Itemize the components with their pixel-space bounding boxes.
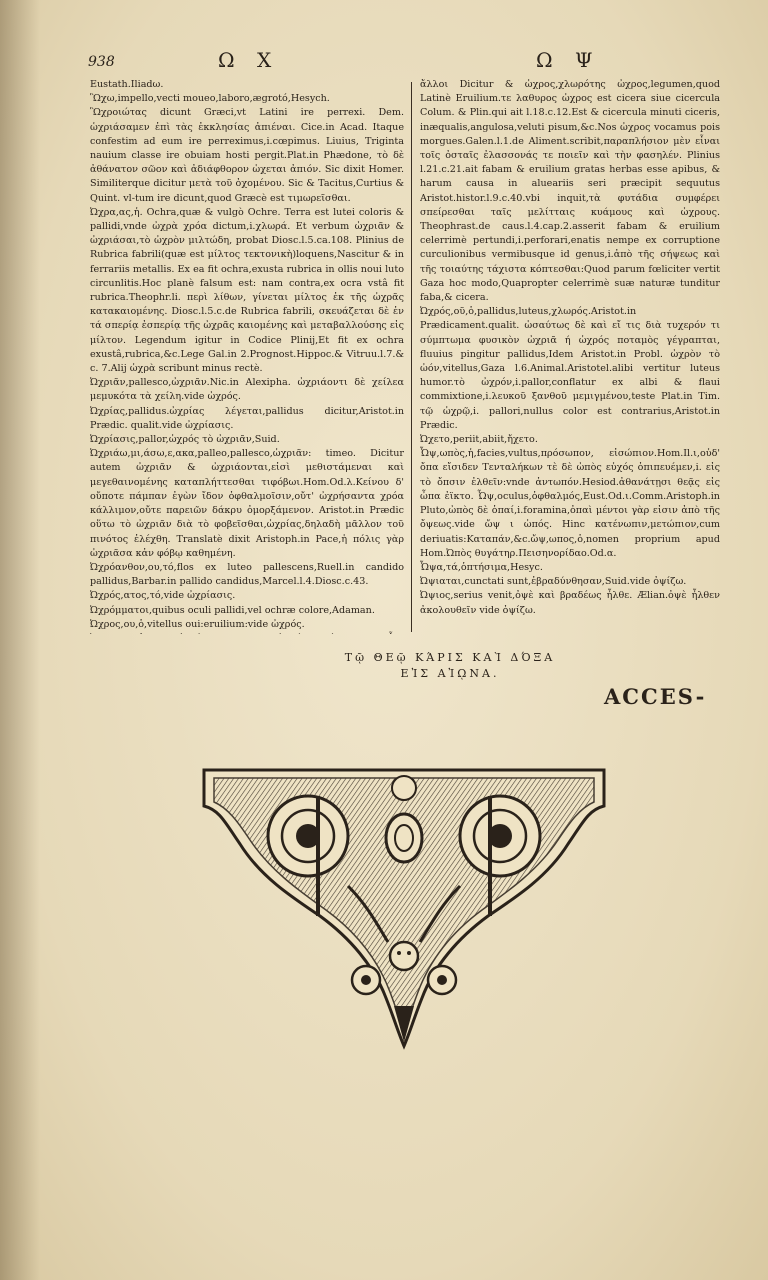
- tailpiece-ornament: [198, 766, 610, 1050]
- dictionary-entry: Ὠχρίασις,pallor,ὠχρός τὸ ὠχριᾶν,Suid.: [90, 434, 280, 446]
- dictionary-entry: Ὠχρός,οῦ,ὁ,pallidus,luteus,χλωρός.Aristot.in Prædicament.qualit. ὡσαύτως δὲ καὶ εἴ τις διὰ τυχερόν τι σύμπτωμα φυσικὸν ὠχριᾶ ή ὠχρός ποταμὸς γέγραπται, fluuius pingitur pallidus,Idem Aristot.in Probl. ὠχρὸν τὸ ὠόν,vitellus,Gaza l.6.Animal.Aristotel.alibi vertitur luteus humor.τὸ ὠχρόν,i.pallor,conflatur ex albi & flaui commixtione,i.λευκοῦ ξανθοῦ μεμιγμένου,teste Plat.in Tim. τῷ ὠχρῷ,i. pallori,nullus color est contrarius,Aristot.in Prædic.: [420, 306, 720, 431]
- doxology-line-1: Τῷ ΘΕῷ ΚΆΡΙΣ ΚΑῚ ΔΌΞΑ: [344, 651, 556, 664]
- dictionary-entry: ἄλλοι Dicitur & ὠχρος,χλωρότης ὠχρος,legumen,quod Latinè Eruilium.τε λαθυρος ὠχρος est cicera siue cicercula Colum. & Plin.qui ait l.18.c.12.Est & cicercula minuti ciceris, inæqualis,angulosa,veluti pisum,&c.Nos ὠχρος vocamus pois morgues.Galen.l.1.de Aliment.scribit,παραπλήσιον μὲν εἶναι τοῖς ὀσταῖς ἐλασσονάς τε ποιεῖν καὶ τὴν φασηλέν. Plinius l.21.c.21.ait fabam & eruilium gratas herbas esse apibus, & harum causa in alueariis seri præcipit sequutus Aristot.histor.l.9.c.40.vbi inquit,τὰ φυτάδια συμφέρει σπείρεσθαι ταῖς μελίτταις κυάμους καὶ ὠχρους. Theophrast.de caus.l.4.cap.2.asserit fabam & eruilium celerrimè pertundi,i.perforari,enatis nempe ex corruptione curculionibus vermibusque id genus,i.ἀπὸ τῆς σήψεως καὶ τῆς τοιαύτης τάχιστα κόπτεσθαι:Quod parum fœliciter vertit Gaza hoc modo,Quapropter celerrimè suæ naturæ tunditur faba,& cicera.: [420, 79, 720, 304]
- right-column: [420, 78, 720, 618]
- dictionary-entry: Ὠψιαται,cunctati sunt,ἐβραδύνθησαν,Suid.vide ὀψίζω.: [420, 576, 687, 588]
- dictionary-entry: Ὠχρίας,pallidus.ὠχρίας λέγεται,pallidus dicitur,Aristot.in Prædic. qualit.vide ὠχρίασις.: [90, 405, 404, 431]
- dictionary-entry: Ὠχετο,periit,abiit,ἤχετο.: [420, 434, 538, 446]
- column-divider: [411, 82, 412, 632]
- doxology-line-2: ΕἸΣ ΑἸῼΝΑ.: [400, 667, 500, 680]
- catchword: ACCES-: [604, 684, 707, 709]
- closing-doxology: [300, 650, 600, 682]
- dictionary-entry: Ὠψιος,serius venit,ὀψὲ καὶ βραδέως ἦλθε. Ælian.ὀψὲ ἦλθεν ἀκολουθεῖν vide ὀψίζω.: [420, 590, 720, 616]
- dictionary-entry: Ὣχω,impello,vecti moueo,laboro,ægrotó,Hesych.: [90, 93, 330, 105]
- running-head-left: Ω Χ: [218, 48, 280, 72]
- dictionary-entry: Ὦψ,ωπὸς,ἡ,facies,vultus,πρόσωπον, εἰσώπιον.Hom.Il.ι,οὐδ' ὄπα εἴσιδεν Τενταλήκων τὲ δὲ ὠπὸς εὐχός ὀπιπευέμεν,i. εἰς τὸ ὄπσιν ἐλθεῖν:vnde ἀντωπόν.Hesiod.ἀθανάτῃσι θεᾷς εἰς ὦπα ἐϊκτο. Ὦψ,oculus,ὀφθαλμός,Eust.Od.ι.Comm.Aristoph.in Pluto,ὠπὸς δὲ ὁπαί,i.foramina,ὀπαὶ μέντοι γὰρ εἰσιν ἀπὸ τῆς ὄψεως.vide ὤψ ι ὠπός. Hinc κατένωπιν,μετώπιον,cum deriuatis:Καταπάν,&c.ὤψ,ωπος,ὁ,nomen proprium apud Hom.Ὠπὸς θυγάτηρ.Πεισηνορίδαο.Od.α.: [420, 448, 720, 559]
- dictionary-entry: Ὠχρος,ου,ὁ,vitellus oui:eruilium:vide ὠχρός.: [90, 618, 305, 630]
- left-column: [90, 78, 404, 634]
- dictionary-entry: Eustath.Iliadω.: [90, 79, 164, 90]
- dictionary-entry: Ὠχρόμματοι,quibus oculi pallidi,vel ochræ colore,Adaman.: [90, 604, 375, 616]
- dictionary-entry: Ὣχροιώτας dicunt Græci,vt Latini ire perrexi. Dem. ὡχριάσαμεν ἐπὶ τὰς ἐκκλησίας ἀπιέναι. Cice.in Acad. Itaque confestim ad eum ire perreximus,i.cœpimus. Liuius, Triginta nauium classe ire obuiam hosti pergit.Plat.in Phædone, τὸ δὲ ἀθάνατον σῶον καὶ ἀδιάφθορον ὡχεται ἀπιόν. Sic dixit Homer. Similiterque dicitur μετὰ τοῦ ὀχομένου. Sic & Tacitus,Curtius & Quint. vl-tum ire dicunt,quod Græcè est τιμωρεῖσθαι.: [90, 107, 404, 204]
- dictionary-entry: [90, 632, 404, 634]
- page-header: [88, 48, 708, 76]
- dictionary-entry: Ὠχριᾶν,pallesco,ὠχριᾶν.Nic.in Alexipha. ὠχριάοντι δὲ χείλεα μεμυκότα τὰ χείλη.vide ὠχρός.: [90, 377, 404, 403]
- dictionary-entry: Ὠχρόανθον,ου,τό,flos ex luteo pallescens,Ruell.in candido pallidus,Barbar.in pallido candidus,Marcel.l.4.Diosc.c.43.: [90, 561, 404, 588]
- dictionary-entry: Ὠχριάω,μι,άσω,ε,ακα,palleo,pallesco,ὠχριᾶν: timeo. Dicitur autem ὠχριᾶν & ὠχριάονται,εἰσὶ μεθιστάμεναι καὶ μεγεθαινομένης καταπλήττεσθαι τιφόβωι.Hom.Od.λ.Κείνου δ' οὔποτε πάμπαν ἐγὼν ἴδον ὀφθαλμοῖσιν,οὔτ' ὠχρήσαντα χρόα κάλλιμον,οὔτε παρειῶν δάκρυ ὀμορξάμενον. Aristot.in Prædic οὕτω τὸ ὠχριᾶν διὰ τὸ φοβεῖσθαι,ὠχρίας,δηλαδὴ μᾶλλον τοῦ πινότος ἐλέχθη. Translatè dixit Aristoph.in Pace,ἡ πόλις γὰρ ὠχριᾶσα κἀν φόβῳ καθημένη.: [90, 448, 404, 559]
- dictionary-entry: Ὠχρα,ας,ἡ. Ochra,quæ & vulgò Ochre. Terra est lutei coloris & pallidi,vnde ὠχρὰ χρόα dictum,i.χλωρά. Et verbum ὠχριᾶν & ὠχριάσαι,τὸ ὠχρὸν μιλτώδη, probat Diosc.l.5.ca.108. Plinius de Rubrica fabrili(quæ est μίλτος τεκτονικὴ)loquens,Nascitur & in ferrariis metallis. Ex ea fit ochra,exusta rubrica in ollis noui luto circunlitis.Hoc planè falsum est: nam contra,ex ocra vstâ fit rubrica.Theophr.li. περὶ λίθων, γίνεται μίλτος ἐκ τῆς ὠχρᾶς κατακαιομένης. Diosc.l.5.c.de Rubrica fabrili, σκευάζεται δὲ ἐν τά σπερίᾳ ἐσπερίᾳ τῆς ὠχρᾶς καιομένης καὶ μεταβαλλούσης εἰς μίλτον. Legendum igitur in Codice Plinij,Et fit ex ochra exustâ,rubrica,&c.Lege Gal.in 2.Prognost.Hippoc.& Vitruu.l.7.& c. 7.Alij ὠχρὰ scribunt minus rectè.: [90, 206, 404, 375]
- page-number: 938: [88, 54, 115, 70]
- dictionary-entry: Ὠχρός,ατος,τό,vide ὠχρίασις.: [90, 590, 236, 602]
- running-head-right: Ω Ψ: [536, 48, 601, 72]
- dictionary-entry: Ὦψα,τά,ὁπτήσιμα,Hesyc.: [420, 561, 543, 573]
- gutter-shadow: [0, 0, 40, 1280]
